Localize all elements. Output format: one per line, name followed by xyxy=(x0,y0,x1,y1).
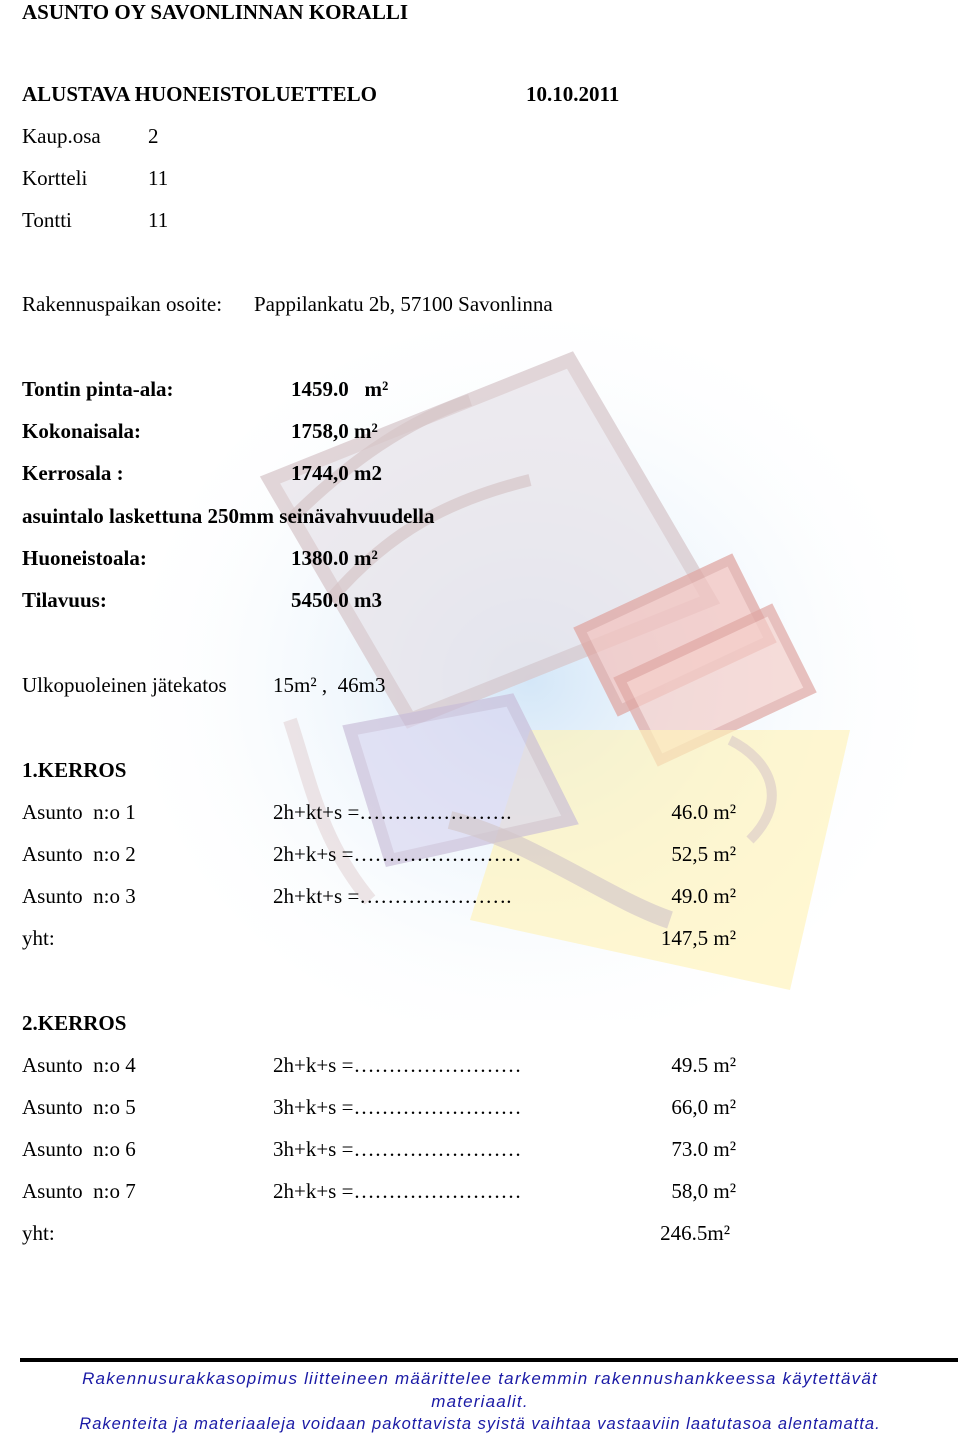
apartment-row: Asunto n:o 7 2h+k+s =…………………… 58,0 m² xyxy=(22,1179,736,1203)
apartment-row: Asunto n:o 3 2h+kt+s =…………………. 49.0 m² xyxy=(22,884,736,908)
address-row: Rakennuspaikan osoite: Pappilankatu 2b, 57100 Savonlinna xyxy=(22,292,553,316)
company-name: ASUNTO OY SAVONLINNAN KORALLI xyxy=(22,0,409,24)
footer-line-1: Rakennusurakkasopimus liitteineen määrittelee tarkemmin rakennushankkeessa käytettävät xyxy=(82,1369,878,1388)
area-row-plot: Tontin pinta-ala: 1459.0 m² xyxy=(22,377,389,401)
area-row-apartments: Huoneistoala: 1380.0 m² xyxy=(22,546,378,570)
wall-thickness-note: asuintalo laskettuna 250mm seinävahvuudella xyxy=(22,504,435,528)
document-title-row xyxy=(0,82,960,106)
plot-row-block: Kortteli 11 xyxy=(22,166,169,190)
apartment-row: Asunto n:o 6 3h+k+s =…………………… 73.0 m² xyxy=(22,1137,736,1161)
footer-line-2: materiaalit. xyxy=(431,1392,529,1411)
document-date: 10.10.2011 xyxy=(526,82,620,106)
waste-shelter-row: Ulkopuoleinen jätekatos 15m² , 46m3 xyxy=(22,673,386,697)
footer-divider xyxy=(20,1358,958,1362)
plot-row-lot: Tontti 11 xyxy=(22,208,169,232)
apartment-row: Asunto n:o 5 3h+k+s =…………………… 66,0 m² xyxy=(22,1095,736,1119)
floor1-total-row: yht: 147,5 m² xyxy=(22,926,736,950)
footer-line-3: Rakenteita ja materiaaleja voidaan pakottavista syistä vaihtaa vastaaviin laatutasoa alentamatta. xyxy=(79,1415,881,1433)
document-title: ALUSTAVA HUONEISTOLUETTELO xyxy=(22,82,378,106)
apartment-row: Asunto n:o 4 2h+k+s =…………………… 49.5 m² xyxy=(22,1053,736,1077)
area-row-floor: Kerrosala : 1744,0 m2 xyxy=(22,461,382,485)
floor1-title: 1.KERROS xyxy=(22,758,127,782)
plot-row-district: Kaup.osa 2 xyxy=(22,124,159,148)
floor2-total-row: yht: 246.5m² xyxy=(22,1221,730,1245)
apartment-row: Asunto n:o 2 2h+k+s =…………………… 52,5 m² xyxy=(22,842,736,866)
area-row-total: Kokonaisala: 1758,0 m² xyxy=(22,419,378,443)
floor2-title: 2.KERROS xyxy=(22,1011,127,1035)
apartment-row: Asunto n:o 1 2h+kt+s =…………………. 46.0 m² xyxy=(22,800,736,824)
area-row-volume: Tilavuus: 5450.0 m3 xyxy=(22,588,382,612)
